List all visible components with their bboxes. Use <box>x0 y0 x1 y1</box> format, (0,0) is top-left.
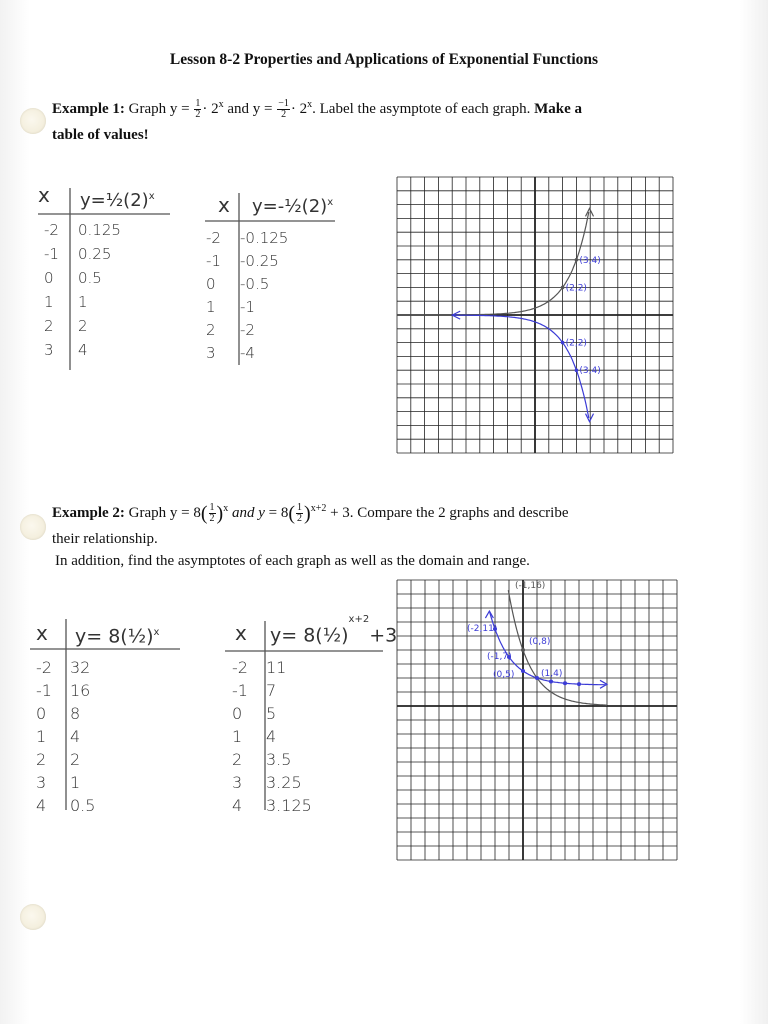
fraction-denominator: 2 <box>209 513 215 525</box>
table2-values <box>200 226 294 364</box>
example2-eq: = 8 <box>268 505 289 521</box>
example2-fraction-1 <box>209 503 216 524</box>
data-point <box>561 341 565 345</box>
fraction-denominator: 2 <box>281 109 287 121</box>
table-cell-y: -0.125 <box>240 228 289 247</box>
header-y-text: y= 8(½) <box>270 624 349 647</box>
arrow-up <box>485 611 493 618</box>
table-row <box>226 771 318 794</box>
fraction-numerator: 1 <box>297 502 303 514</box>
table-row <box>226 656 318 679</box>
header-y-exponent: x+2 <box>348 614 370 625</box>
example2-and-word: and y <box>231 505 265 521</box>
fraction-denominator: 2 <box>297 513 303 525</box>
header-y-exponent: x <box>153 627 160 638</box>
example1-bold-instruction-2: table of values! <box>52 127 149 143</box>
example2-fraction-2 <box>296 503 303 524</box>
table-row <box>226 794 318 817</box>
example2-graph-word: Graph y = 8 <box>128 505 201 521</box>
point-label: (2,2) <box>565 338 587 349</box>
arrow-down <box>586 414 594 422</box>
example1-exponent-1: x <box>218 99 224 110</box>
table-row <box>38 266 127 290</box>
table-cell-x: 2 <box>44 317 54 335</box>
table-row <box>226 748 318 771</box>
table-cell-x: 1 <box>36 727 47 746</box>
table-cell-y: 3.5 <box>266 750 292 769</box>
table-cell-y: 0.5 <box>78 269 102 287</box>
punch-hole-top <box>20 108 46 134</box>
header-y-exponent: x <box>148 191 155 202</box>
point-label: (3,4) <box>579 255 601 266</box>
table-cell-y: 3.125 <box>266 796 312 815</box>
example1-label: Example 1: <box>52 101 125 117</box>
table-row <box>200 341 294 364</box>
point-label: (2,2) <box>565 283 587 294</box>
example2-line2: their relationship. <box>52 531 158 547</box>
table-cell-x: -1 <box>232 681 248 700</box>
data-point <box>575 258 579 262</box>
graph1-grid <box>395 175 675 455</box>
table-cell-x: 3 <box>232 773 243 792</box>
point-label: (-1,16) <box>515 581 546 591</box>
table-cell-x: 1 <box>44 293 54 311</box>
header-y-text: y= 8(½) <box>75 625 154 648</box>
example1-prompt <box>52 96 752 120</box>
table-cell-x: -2 <box>44 221 59 239</box>
example1-fraction-2 <box>277 99 290 120</box>
table-row <box>38 338 127 362</box>
table-cell-y: 1 <box>78 293 88 311</box>
table-cell-y: 8 <box>70 704 81 723</box>
header-y-exponent: x <box>327 197 334 208</box>
table1-header-x: x <box>38 183 50 207</box>
fraction-denominator: 2 <box>195 109 201 121</box>
table-row <box>200 249 294 272</box>
table-cell-y: 4 <box>78 341 88 359</box>
table-cell-x: -1 <box>44 245 59 263</box>
table-cell-x: 0 <box>44 269 54 287</box>
data-point <box>549 680 553 684</box>
table-cell-x: -1 <box>206 251 221 270</box>
table-row <box>30 794 101 817</box>
table-row <box>226 702 318 725</box>
table3-header-x: x <box>36 621 48 645</box>
data-point <box>521 669 525 673</box>
point-label: (0,5) <box>493 670 515 680</box>
table-cell-x: 0 <box>206 274 216 293</box>
paren-close: ) <box>216 502 224 525</box>
data-point <box>535 676 539 680</box>
table-cell-y: 1 <box>70 773 81 792</box>
data-point <box>561 286 565 290</box>
table-row <box>226 725 318 748</box>
data-point <box>577 682 581 686</box>
table-cell-x: 3 <box>44 341 54 359</box>
data-point <box>521 648 525 652</box>
table-row <box>30 771 101 794</box>
example1-fraction-1 <box>194 99 201 120</box>
paren-close: ) <box>304 502 311 525</box>
table-cell-x: 3 <box>36 773 47 792</box>
table-cell-y: 7 <box>266 681 277 700</box>
point-label: (1,4) <box>541 669 563 679</box>
table-cell-y: 0.25 <box>78 245 112 263</box>
table-row <box>200 226 294 249</box>
table-cell-x: 4 <box>232 796 243 815</box>
example1-and-word: and y = <box>227 101 273 117</box>
paren-open: ( <box>288 502 296 525</box>
point-label: (0,8) <box>529 637 551 647</box>
graph2-grid <box>395 578 685 863</box>
data-point <box>563 681 567 685</box>
example2-prompt <box>52 500 752 524</box>
table-cell-y: 11 <box>266 658 287 677</box>
table4-values <box>226 656 318 817</box>
table-cell-x: 2 <box>232 750 243 769</box>
table-row <box>30 679 101 702</box>
table3-values <box>30 656 101 817</box>
fraction-numerator: 1 <box>195 98 201 110</box>
table-cell-x: 0 <box>232 704 243 723</box>
header-y-tail: +3 <box>369 624 398 647</box>
table-cell-y: -0.25 <box>240 251 279 270</box>
example1-exponent-2: x <box>307 99 313 110</box>
example2-exponent-2: x+2 <box>310 503 327 514</box>
table-cell-x: -2 <box>232 658 248 677</box>
table-row <box>38 290 127 314</box>
table-row <box>38 314 127 338</box>
example2-exponent-1: x <box>223 503 229 514</box>
curve-y-half-2x <box>397 212 589 315</box>
table-cell-x: 4 <box>36 796 47 815</box>
table4-header-y <box>270 612 410 655</box>
table4-header-x: x <box>235 621 247 645</box>
fraction-numerator: −1 <box>278 98 289 110</box>
example2-line3: In addition, find the asymptotes of each graph as well as the domain and range. <box>55 553 530 569</box>
point-label: (3,4) <box>579 366 601 377</box>
table-cell-y: -0.5 <box>240 274 270 293</box>
table-cell-y: 2 <box>70 750 81 769</box>
example1-base-2: · 2 <box>290 101 308 117</box>
table3-header-y <box>75 624 160 648</box>
example1-graph-word: Graph y = <box>128 101 190 117</box>
example1-instruction: . Label the asymptote of each graph. <box>312 101 531 117</box>
table-cell-x: 1 <box>206 297 216 316</box>
point-label: (-1,7) <box>487 652 512 662</box>
example2-label: Example 2: <box>52 505 125 521</box>
table-cell-y: 2 <box>78 317 88 335</box>
table-cell-y: 3.25 <box>266 773 302 792</box>
header-y-text: y=-½(2) <box>252 196 328 217</box>
point-label: (-2,11) <box>467 624 498 634</box>
table-row <box>30 702 101 725</box>
table-row <box>200 318 294 341</box>
table-cell-y: 0.5 <box>70 796 96 815</box>
table-row <box>226 679 318 702</box>
table-cell-y: 5 <box>266 704 277 723</box>
table-cell-y: -2 <box>240 320 255 339</box>
page-title: Lesson 8-2 Properties and Applications of Exponential Functions <box>169 51 599 68</box>
example1-bold-instruction-1: Make a <box>534 101 583 117</box>
table-row <box>30 725 101 748</box>
table-cell-y: -1 <box>240 297 255 316</box>
arrow-up <box>586 208 594 216</box>
punch-hole-bottom <box>20 904 46 930</box>
table-cell-x: -1 <box>36 681 52 700</box>
table-row <box>30 748 101 771</box>
table2-header-y <box>252 194 333 216</box>
table1-values <box>38 218 127 362</box>
punch-hole-middle <box>20 514 46 540</box>
table-row <box>38 218 127 242</box>
data-point <box>575 368 579 372</box>
example1-base-1: · 2 <box>202 101 219 117</box>
table-cell-x: 3 <box>206 343 216 362</box>
table-cell-y: 16 <box>70 681 91 700</box>
table2-header-x: x <box>218 193 230 217</box>
table-cell-x: 2 <box>36 750 47 769</box>
table-row <box>200 295 294 318</box>
table-cell-x: 1 <box>232 727 243 746</box>
table-cell-x: -2 <box>36 658 52 677</box>
table-cell-y: 4 <box>70 727 81 746</box>
table-cell-y: 32 <box>70 658 91 677</box>
fraction-numerator: 1 <box>209 502 215 514</box>
table-row <box>200 272 294 295</box>
table-cell-x: 0 <box>36 704 47 723</box>
table1-header-y <box>80 188 155 210</box>
table-cell-x: -2 <box>206 228 221 247</box>
table-row <box>30 656 101 679</box>
paren-open: ( <box>200 502 208 525</box>
header-y-text: y=½(2) <box>80 190 149 211</box>
curve-y-neg-half-2x <box>452 315 589 418</box>
table-cell-y: 4 <box>266 727 277 746</box>
example2-text-b: + 3. Compare the 2 graphs and describe <box>330 505 569 521</box>
table-cell-y: -4 <box>240 343 255 362</box>
table-row <box>38 242 127 266</box>
table-cell-y: 0.125 <box>78 221 121 239</box>
table-cell-x: 2 <box>206 320 216 339</box>
